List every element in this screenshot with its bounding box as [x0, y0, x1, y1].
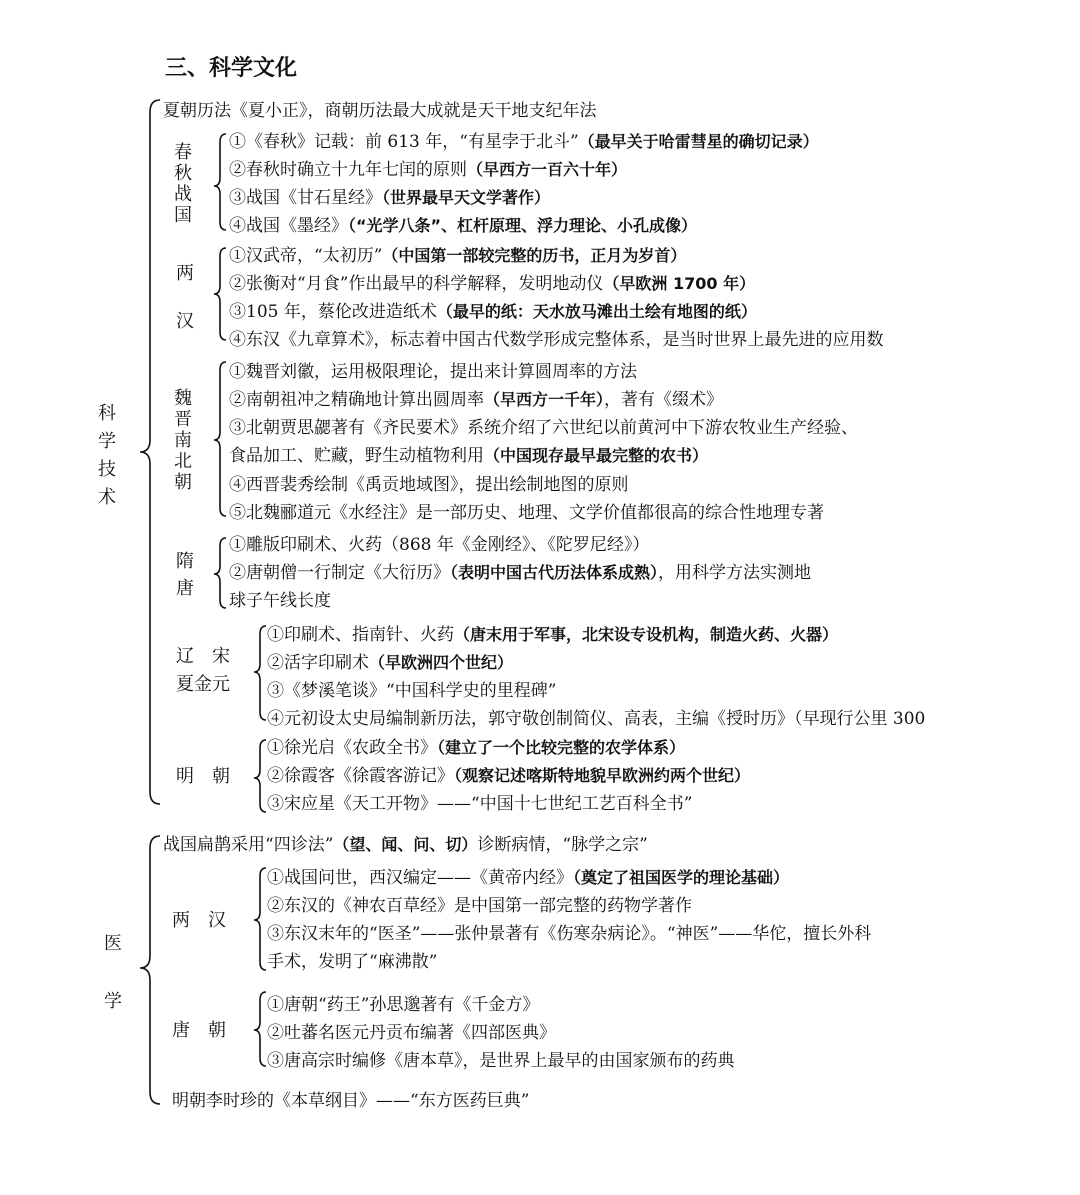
- brace-lianghan: [214, 248, 226, 340]
- med-lianghan-item-2: ②东汉的《神农百草经》是中国第一部完整的药物学著作: [267, 896, 692, 916]
- ming-label: 明 朝: [176, 766, 230, 787]
- liaosong-item-3: ③《梦溪笔谈》“中国科学史的里程碑”: [267, 681, 557, 701]
- ming-item-1: ①徐光启《农政全书》（建立了一个比较完整的农学体系）: [267, 738, 686, 758]
- med-lianghan-label: 两 汉: [172, 910, 226, 931]
- lianghan-item-2: ②张衡对“月食”作出最早的科学解释，发明地动仪（早欧洲 1700 年）: [229, 274, 756, 294]
- medicine-intro: 战国扁鹊采用“四诊法”（望、闻、问、切）诊断病情，“脉学之宗”: [163, 835, 648, 855]
- liaosong-item-4: ④元初设太史局编制新历法，郭守敬创制简仪、高表，主编《授时历》（早现行公里 300: [267, 709, 926, 729]
- weijin-item-4: ④西晋裴秀绘制《禹贡地域图》，提出绘制地图的原则: [229, 475, 629, 495]
- brace-chunqiu: [214, 134, 226, 230]
- brace-suitang: [214, 538, 226, 608]
- med-lianghan-item-4: 手术，发明了“麻沸散”: [267, 952, 438, 972]
- chunqiu-label: 春秋战国: [174, 142, 192, 226]
- med-tang-item-2: ②吐蕃名医元丹贡布编著《四部医典》: [267, 1023, 556, 1043]
- weijin-item-5: ⑤北魏郦道元《水经注》是一部历史、地理、文学价值都很高的综合性地理专著: [229, 503, 824, 523]
- lianghan-label-2: 汉: [176, 311, 194, 332]
- weijin-item-3-cont: 食品加工、贮藏，野生动植物利用（中国现存最早最完整的农书）: [229, 446, 709, 466]
- brace-med-lianghan: [254, 868, 266, 970]
- suitang-item-2-cont: 球子午线长度: [229, 591, 331, 611]
- lianghan-label-1: 两: [176, 263, 194, 284]
- suitang-label: 隋唐: [176, 551, 194, 599]
- brace-med-tang: [254, 992, 266, 1066]
- weijin-item-2: ②南朝祖冲之精确地计算出圆周率（早西方一千年），著有《缀术》: [229, 390, 724, 410]
- weijin-item-1: ①魏晋刘徽，运用极限理论，提出来计算圆周率的方法: [229, 362, 637, 382]
- liaosong-item-2: ②活字印刷术（早欧洲四个世纪）: [267, 653, 514, 673]
- suitang-item-2: ②唐朝僧一行制定《大衍历》（表明中国古代历法体系成熟），用科学方法实测地: [229, 563, 812, 583]
- brace-liaosong: [254, 626, 266, 720]
- page-title: 三、科学文化: [165, 56, 298, 81]
- medicine-label-2: 学: [104, 991, 122, 1012]
- science-intro: 夏朝历法《夏小正》，商朝历法最大成就是天干地支纪年法: [163, 101, 597, 121]
- ming-item-2: ②徐霞客《徐霞客游记》（观察记述喀斯特地貌早欧洲约两个世纪）: [267, 766, 751, 786]
- lianghan-item-1: ①汉武帝，“太初历”（中国第一部较完整的历书，正月为岁首）: [229, 246, 687, 266]
- medicine-label-1: 医: [104, 933, 122, 954]
- med-tang-item-1: ①唐朝“药王”孙思邈著有《千金方》: [267, 995, 540, 1015]
- med-tang-item-3: ③唐高宗时编修《唐本草》，是世界上最早的由国家颁布的药典: [267, 1051, 735, 1071]
- med-tang-label: 唐 朝: [172, 1020, 226, 1041]
- brace-weijin: [214, 362, 226, 516]
- lianghan-item-4: ④东汉《九章算术》，标志着中国古代数学形成完整体系，是当时世界上最先进的应用数: [229, 330, 884, 350]
- brace-ming: [254, 740, 266, 812]
- med-lianghan-item-3: ③东汉末年的“医圣”——张仲景著有《伤寒杂病论》。“神医”——华佗，擅长外科: [267, 924, 872, 944]
- medicine-outro: 明朝李时珍的《本草纲目》——“东方医药巨典”: [172, 1091, 530, 1111]
- science-label: 科学技术: [98, 403, 116, 508]
- brace-science: [140, 100, 160, 804]
- liaosong-label-2: 夏金元: [176, 674, 230, 695]
- liaosong-item-1: ①印刷术、指南针、火药（唐末用于军事，北宋设专设机构，制造火药、火器）: [267, 625, 839, 645]
- weijin-item-3: ③北朝贾思勰著有《齐民要术》系统介绍了六世纪以前黄河中下游农牧业生产经验、: [229, 418, 858, 438]
- chunqiu-item-2: ②春秋时确立十九年七闰的原则（早西方一百六十年）: [229, 160, 628, 180]
- chunqiu-item-3: ③战国《甘石星经》（世界最早天文学著作）: [229, 188, 551, 208]
- chunqiu-item-4: ④战国《墨经》（“光学八条”、杠杆原理、浮力理论、小孔成像）: [229, 216, 698, 236]
- chunqiu-item-1: ①《春秋》记载：前 613 年，“有星孛于北斗”（最早关于哈雷彗星的确切记录）: [229, 132, 819, 152]
- lianghan-item-3: ③105 年，蔡伦改进造纸术（最早的纸：天水放马滩出土绘有地图的纸）: [229, 302, 757, 322]
- ming-item-3: ③宋应星《天工开物》——“中国十七世纪工艺百科全书”: [267, 794, 693, 814]
- suitang-item-1: ①雕版印刷术、火药（868 年《金刚经》、《陀罗尼经》）: [229, 535, 650, 555]
- brace-medicine: [140, 836, 160, 1104]
- weijin-label: 魏晋南北朝: [174, 388, 192, 493]
- liaosong-label-1: 辽 宋: [176, 646, 230, 667]
- med-lianghan-item-1: ①战国问世，西汉编定——《黄帝内经》（奠定了祖国医学的理论基础）: [267, 868, 790, 888]
